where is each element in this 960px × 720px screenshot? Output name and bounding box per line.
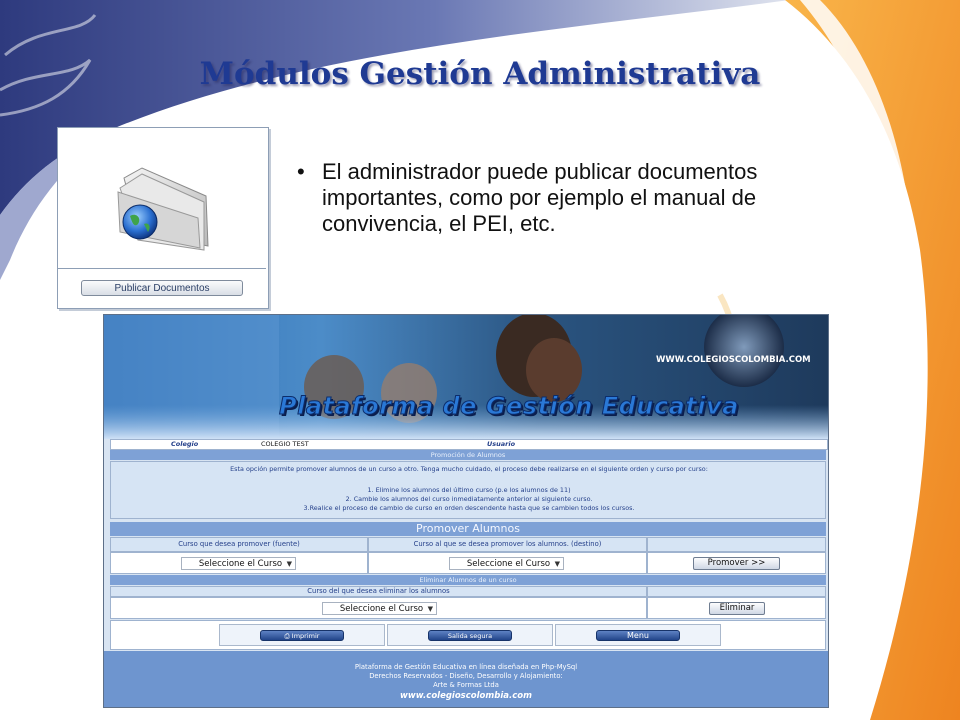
colegio-value: COLEGIO TEST (261, 440, 309, 448)
app-banner (104, 315, 828, 439)
target-course-label: Curso al que se desea promover los alumnos. (destino) (368, 537, 647, 552)
target-course-select[interactable] (449, 557, 564, 570)
nav-row (110, 620, 826, 650)
print-label: Imprimir (291, 632, 320, 640)
slide-title: Módulos Gestión Administrativa (199, 56, 761, 92)
footer-line-1: Plataforma de Gestión Educativa en línea diseñada en Php-MySql (354, 663, 578, 671)
promo-step-3: 3.Realice el proceso de cambio de curso en orden descendente hasta que se cambien todos los cursos. (303, 504, 635, 512)
menu-button[interactable]: Menu (596, 630, 680, 641)
folder-globe-icon (58, 128, 266, 269)
bullet-text: El administrador puede publicar documentos importantes, como por ejemplo el manual de convivencia, el PEI, etc. (322, 159, 758, 236)
banner-url: WWW.COLEGIOSCOLOMBIA.COM (656, 355, 811, 365)
publish-documents-button[interactable]: Publicar Documentos (81, 280, 243, 296)
chevron-down-icon: ▼ (286, 560, 292, 568)
footer-line-3: Arte & Formas Ltda (433, 681, 499, 689)
promo-description (110, 461, 826, 519)
usuario-label: Usuario (487, 440, 516, 448)
promo-step-2: 2. Cambie los alumnos del curso inmediatamente anterior al siguiente curso. (345, 495, 593, 503)
menu-box (555, 624, 721, 646)
app-footer (104, 651, 828, 707)
remove-button[interactable]: Eliminar (709, 602, 765, 615)
app-screenshot (103, 314, 829, 708)
print-box (219, 624, 385, 646)
chevron-down-icon: ▼ (427, 605, 433, 613)
source-course-cell (110, 552, 368, 574)
remove-course-label: Curso del que desea eliminar los alumnos (110, 586, 647, 597)
target-select-value: Seleccione el Curso (466, 559, 551, 569)
source-select-value: Seleccione el Curso (198, 559, 283, 569)
remove-select-value: Seleccione el Curso (339, 604, 424, 614)
banner-title: Plataforma de Gestión Educativa (279, 392, 739, 420)
source-course-label: Curso que desea promover (fuente) (110, 537, 368, 552)
source-course-select[interactable] (181, 557, 296, 570)
remove-course-select[interactable] (322, 602, 437, 615)
print-button[interactable] (260, 630, 344, 641)
bullet-dot-icon: • (297, 159, 305, 184)
promote-button[interactable]: Promover >> (693, 557, 780, 570)
remove-button-cell (647, 597, 826, 619)
promo-header: Promoción de Alumnos (110, 450, 826, 460)
printer-icon: ⎙ (284, 632, 292, 640)
promote-header: Promover Alumnos (110, 522, 826, 536)
remove-course-cell (110, 597, 647, 619)
footer-line-2: Derechos Reservados - Diseño, Desarrollo y Alojamiento: (369, 672, 563, 680)
info-row (110, 439, 828, 450)
exit-button[interactable]: Salida segura (428, 630, 512, 641)
promo-intro: Esta opción permite promover alumnos de un curso a otro. Tenga mucho cuidado, el proceso debe realizarse en el siguiente orden y curso por curso: (230, 465, 708, 473)
chevron-down-icon: ▼ (554, 560, 560, 568)
promote-empty-cell (647, 537, 826, 552)
promo-step-1: 1. Elimine los alumnos del último curso (p.e los alumnos de 11) (367, 486, 571, 494)
publish-documents-card (57, 127, 269, 309)
colegio-label: Colegio (171, 440, 199, 448)
footer-url[interactable]: www.colegioscolombia.com (400, 691, 532, 701)
promote-button-cell (647, 552, 826, 574)
remove-empty-cell (647, 586, 826, 597)
target-course-cell (368, 552, 647, 574)
remove-header: Eliminar Alumnos de un curso (110, 575, 826, 585)
exit-box (387, 624, 553, 646)
